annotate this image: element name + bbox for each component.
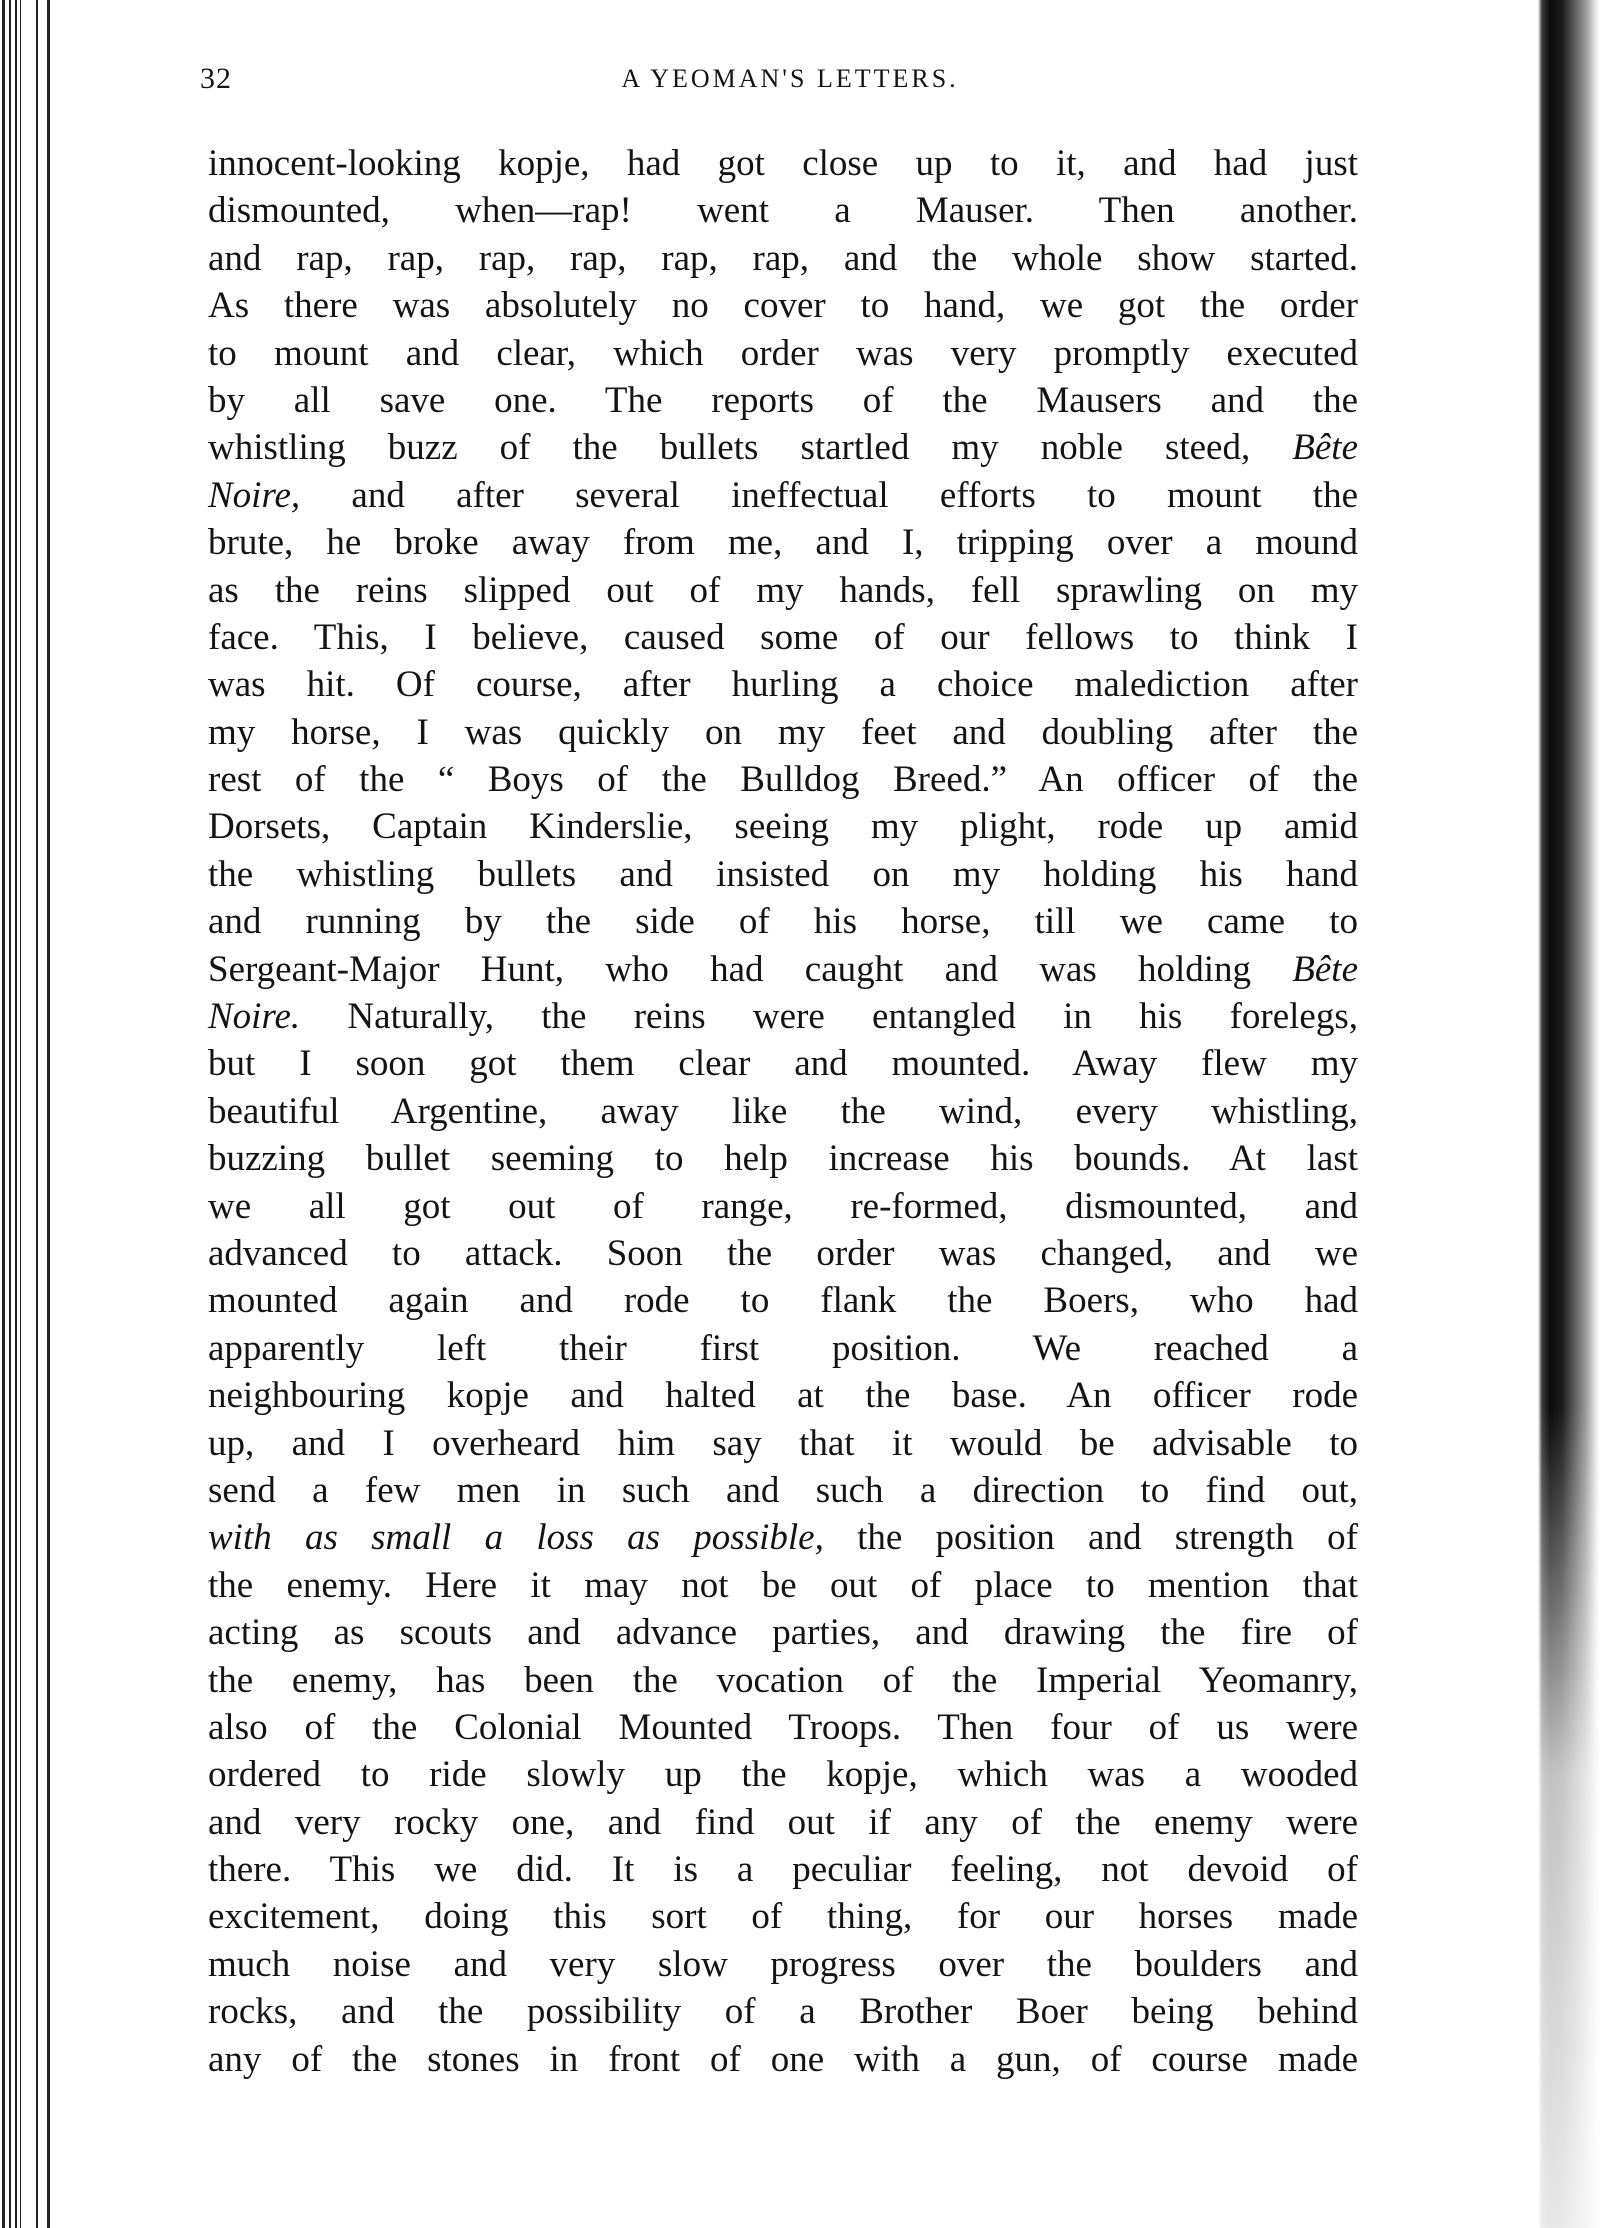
text-segment: advanced to attack. Soon the order was changed, and we	[208, 1232, 1358, 1274]
text-line	[208, 1325, 1358, 1372]
text-segment: rocks, and the possibility of a Brother Boer being behind	[208, 1991, 1358, 2033]
text-line	[208, 1467, 1358, 1514]
text-segment: rest of the “ Boys of the Bulldog Breed.” An officer of the	[208, 759, 1358, 801]
text-line	[208, 709, 1358, 756]
italic-segment: Bête	[1292, 948, 1358, 990]
italic-segment: Noire,	[208, 474, 301, 516]
text-line	[208, 519, 1358, 566]
text-segment: my horse, I was quickly on my feet and doubling after the	[208, 711, 1358, 753]
text-segment: to mount and clear, which order was very promptly executed	[208, 332, 1358, 374]
text-segment: Naturally, the reins were entangled in his forelegs,	[300, 996, 1358, 1038]
text-segment: the whistling bullets and insisted on my holding his hand	[208, 853, 1358, 895]
text-line	[208, 993, 1358, 1040]
text-segment: buzzing bullet seeming to help increase his bounds. At last	[208, 1138, 1358, 1180]
text-line	[208, 424, 1358, 471]
text-line	[208, 1988, 1358, 2035]
text-segment: as the reins slipped out of my hands, fell sprawling on my	[208, 569, 1358, 611]
text-segment: and running by the side of his horse, till we came to	[208, 901, 1358, 943]
text-segment: by all save one. The reports of the Mausers and the	[208, 379, 1358, 421]
text-line	[208, 756, 1358, 803]
text-segment: whistling buzz of the bullets startled my noble steed,	[208, 427, 1293, 469]
text-line	[208, 1088, 1358, 1135]
text-line	[208, 2036, 1358, 2083]
text-segment: beautiful Argentine, away like the wind, every whistling,	[208, 1090, 1358, 1132]
text-segment: much noise and very slow progress over the boulders and	[208, 1943, 1358, 1985]
text-segment: Dorsets, Captain Kinderslie, seeing my plight, rode up amid	[208, 806, 1358, 848]
text-line	[208, 1657, 1358, 1704]
text-segment: excitement, doing this sort of thing, for our horses made	[208, 1896, 1358, 1938]
text-line	[208, 1372, 1358, 1419]
text-segment: As there was absolutely no cover to hand, we got the order	[208, 285, 1358, 327]
italic-segment: Bête	[1292, 427, 1358, 469]
body-text	[208, 140, 1358, 2083]
text-segment: up, and I overheard him say that it would be advisable to	[208, 1422, 1358, 1464]
text-segment: mounted again and rode to flank the Boers, who had	[208, 1280, 1358, 1322]
text-segment: acting as scouts and advance parties, and drawing the fire of	[208, 1612, 1358, 1654]
text-segment: the enemy, has been the vocation of the Imperial Yeomanry,	[208, 1659, 1358, 1701]
italic-segment: with as small a loss as possible,	[208, 1517, 824, 1559]
text-line	[208, 1562, 1358, 1609]
text-segment: the enemy. Here it may not be out of place to mention that	[208, 1564, 1358, 1606]
text-segment: and after several ineffectual efforts to mount the	[300, 474, 1358, 516]
text-line	[208, 1183, 1358, 1230]
text-line	[208, 377, 1358, 424]
text-segment: also of the Colonial Mounted Troops. Then four of us were	[208, 1706, 1358, 1748]
binding-gutter	[0, 0, 54, 2228]
text-line	[208, 1799, 1358, 1846]
text-segment: the position and strength of	[823, 1517, 1358, 1559]
text-line	[208, 851, 1358, 898]
text-segment: dismounted, when—rap! went a Mauser. Then another.	[208, 190, 1358, 232]
text-line	[208, 187, 1358, 234]
text-line	[208, 661, 1358, 708]
page-number: 32	[200, 62, 232, 95]
text-line	[208, 1846, 1358, 1893]
text-line	[208, 140, 1358, 187]
text-line	[208, 1420, 1358, 1467]
text-segment: brute, he broke away from me, and I, tripping over a mound	[208, 522, 1358, 564]
text-segment: neighbouring kopje and halted at the base. An officer rode	[208, 1375, 1358, 1417]
text-segment: any of the stones in front of one with a gun, of course made	[208, 2038, 1358, 2080]
text-segment: and rap, rap, rap, rap, rap, rap, and the whole show started.	[208, 237, 1358, 279]
text-line	[208, 1514, 1358, 1561]
text-segment: innocent-looking kopje, had got close up to it, and had just	[208, 143, 1358, 184]
text-line	[208, 614, 1358, 661]
text-line	[208, 235, 1358, 282]
text-segment: face. This, I believe, caused some of our fellows to think I	[208, 616, 1358, 658]
text-line	[208, 898, 1358, 945]
text-segment: ordered to ride slowly up the kopje, which was a wooded	[208, 1754, 1358, 1796]
text-line	[208, 1893, 1358, 1940]
text-line	[208, 330, 1358, 377]
text-line	[208, 1751, 1358, 1798]
text-line	[208, 1135, 1358, 1182]
text-segment: but I soon got them clear and mounted. Away flew my	[208, 1043, 1358, 1085]
text-line	[208, 282, 1358, 329]
italic-segment: Noire.	[208, 996, 301, 1038]
text-segment: send a few men in such and such a direction to find out,	[208, 1469, 1358, 1511]
text-line	[208, 1941, 1358, 1988]
running-head	[200, 62, 1340, 112]
text-line	[208, 567, 1358, 614]
text-line	[208, 472, 1358, 519]
text-line	[208, 1277, 1358, 1324]
text-line	[208, 946, 1358, 993]
text-line	[208, 1609, 1358, 1656]
text-line	[208, 1040, 1358, 1087]
text-line	[208, 1704, 1358, 1751]
text-segment: was hit. Of course, after hurling a choice malediction after	[208, 664, 1358, 706]
text-segment: apparently left their first position. We reached a	[208, 1327, 1358, 1369]
text-segment: and very rocky one, and find out if any of the enemy were	[208, 1801, 1358, 1843]
text-line	[208, 803, 1358, 850]
text-segment: there. This we did. It is a peculiar feeling, not devoid of	[208, 1849, 1358, 1891]
text-line	[208, 1230, 1358, 1277]
running-title: A YEOMAN'S LETTERS.	[621, 64, 959, 93]
page-edge-shadow	[1528, 0, 1600, 2228]
text-segment: Sergeant-Major Hunt, who had caught and was holding	[208, 948, 1293, 990]
text-segment: we all got out of range, re-formed, dismounted, and	[208, 1185, 1358, 1227]
